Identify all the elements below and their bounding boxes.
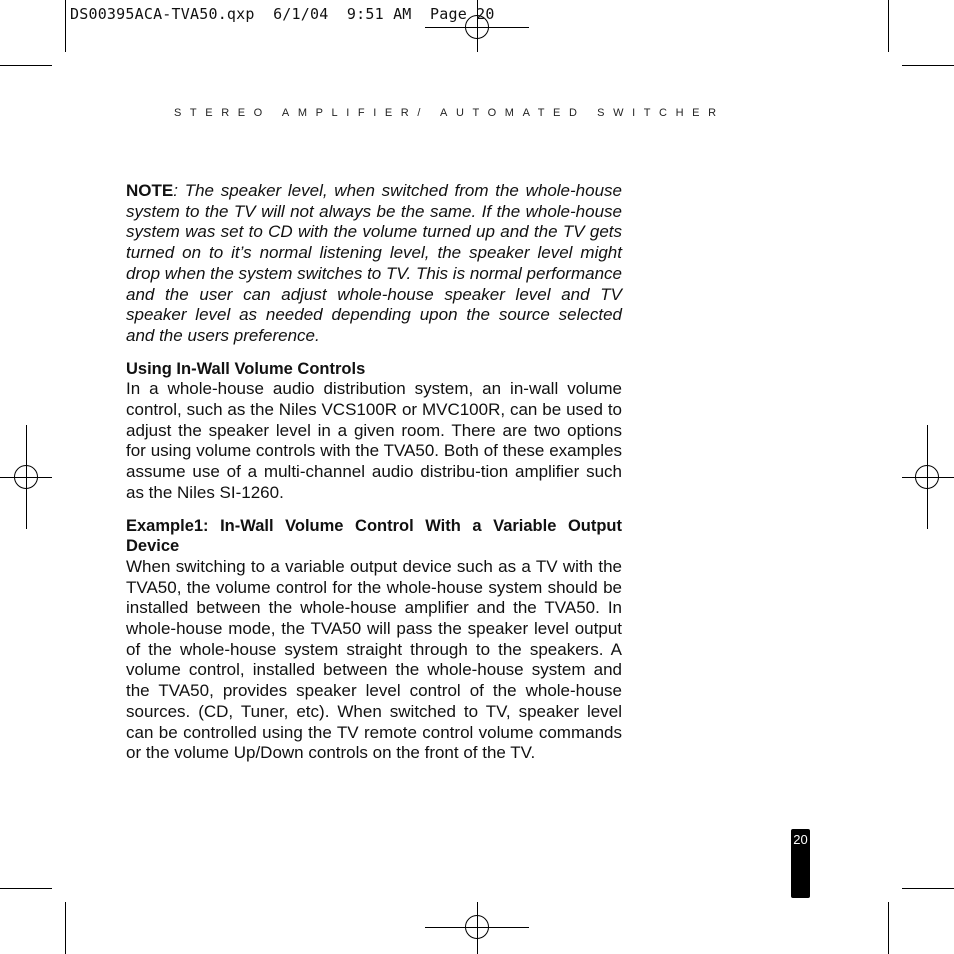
section-heading-volume-controls: Using In-Wall Volume Controls xyxy=(126,359,366,378)
note-label: NOTE xyxy=(126,181,174,200)
crop-mark-bottom-right-vertical xyxy=(888,902,889,954)
note-text: The speaker level, when switched from the whole-house system to the TV will not always be the same. If the whole-house system was set to CD with the volume turned up and the TV gets turned on to it’s normal listening level, the speaker level might drop when the system switches to TV. This is normal performance and the user can adjust whole-house speaker level and TV speaker level as needed depending upon the source selected and the users preference. xyxy=(126,181,622,345)
crop-mark-bottom-left-vertical xyxy=(65,902,66,954)
crop-mark-bottom-right-horizontal xyxy=(902,888,954,889)
section-body-volume-controls: In a whole-house audio distribution system, an in-wall volume control, such as the Niles VCS100R or MVC100R, can be used to adjust the speaker level in a given room. There are two options for using volume controls with the TVA50. Both of these examples assume use of a multi-channel audio distribu-tion amplifier such as the Niles SI-1260. xyxy=(126,379,622,502)
note-separator: : xyxy=(173,181,185,200)
page-content xyxy=(126,181,622,764)
crop-mark-top-left-vertical xyxy=(65,0,66,52)
page-number: 20 xyxy=(793,832,808,847)
crop-mark-top-right-vertical xyxy=(888,0,889,52)
crop-mark-top-right-horizontal xyxy=(902,65,954,66)
crop-mark-bottom-left-horizontal xyxy=(0,888,52,889)
running-head: STEREO AMPLIFIER/ AUTOMATED SWITCHER xyxy=(174,107,725,119)
crop-mark-top-left-horizontal xyxy=(0,65,52,66)
section-body-example1: When switching to a variable output device such as a TV with the TVA50, the volume control for the whole-house system should be installed between the whole-house amplifier and the TVA50. In whole-house mode, the TVA50 will pass the speaker level output of the whole-house system straight through to the speakers. A volume control, installed between the whole-house system and the TVA50, provides speaker level control of the whole-house sources. (CD, Tuner, etc). When switched to TV, speaker level can be controlled using the TV remote control volume commands or the volume Up/Down controls on the front of the TV. xyxy=(126,556,622,763)
slug-line: DS00395ACA-TVA50.qxp 6/1/04 9:51 AM Page 20 xyxy=(70,5,495,23)
section-heading-example1: Example1: In-Wall Volume Control With a Variable Output Device xyxy=(126,516,622,556)
page-number-tab xyxy=(791,829,810,898)
note-paragraph xyxy=(126,181,622,347)
